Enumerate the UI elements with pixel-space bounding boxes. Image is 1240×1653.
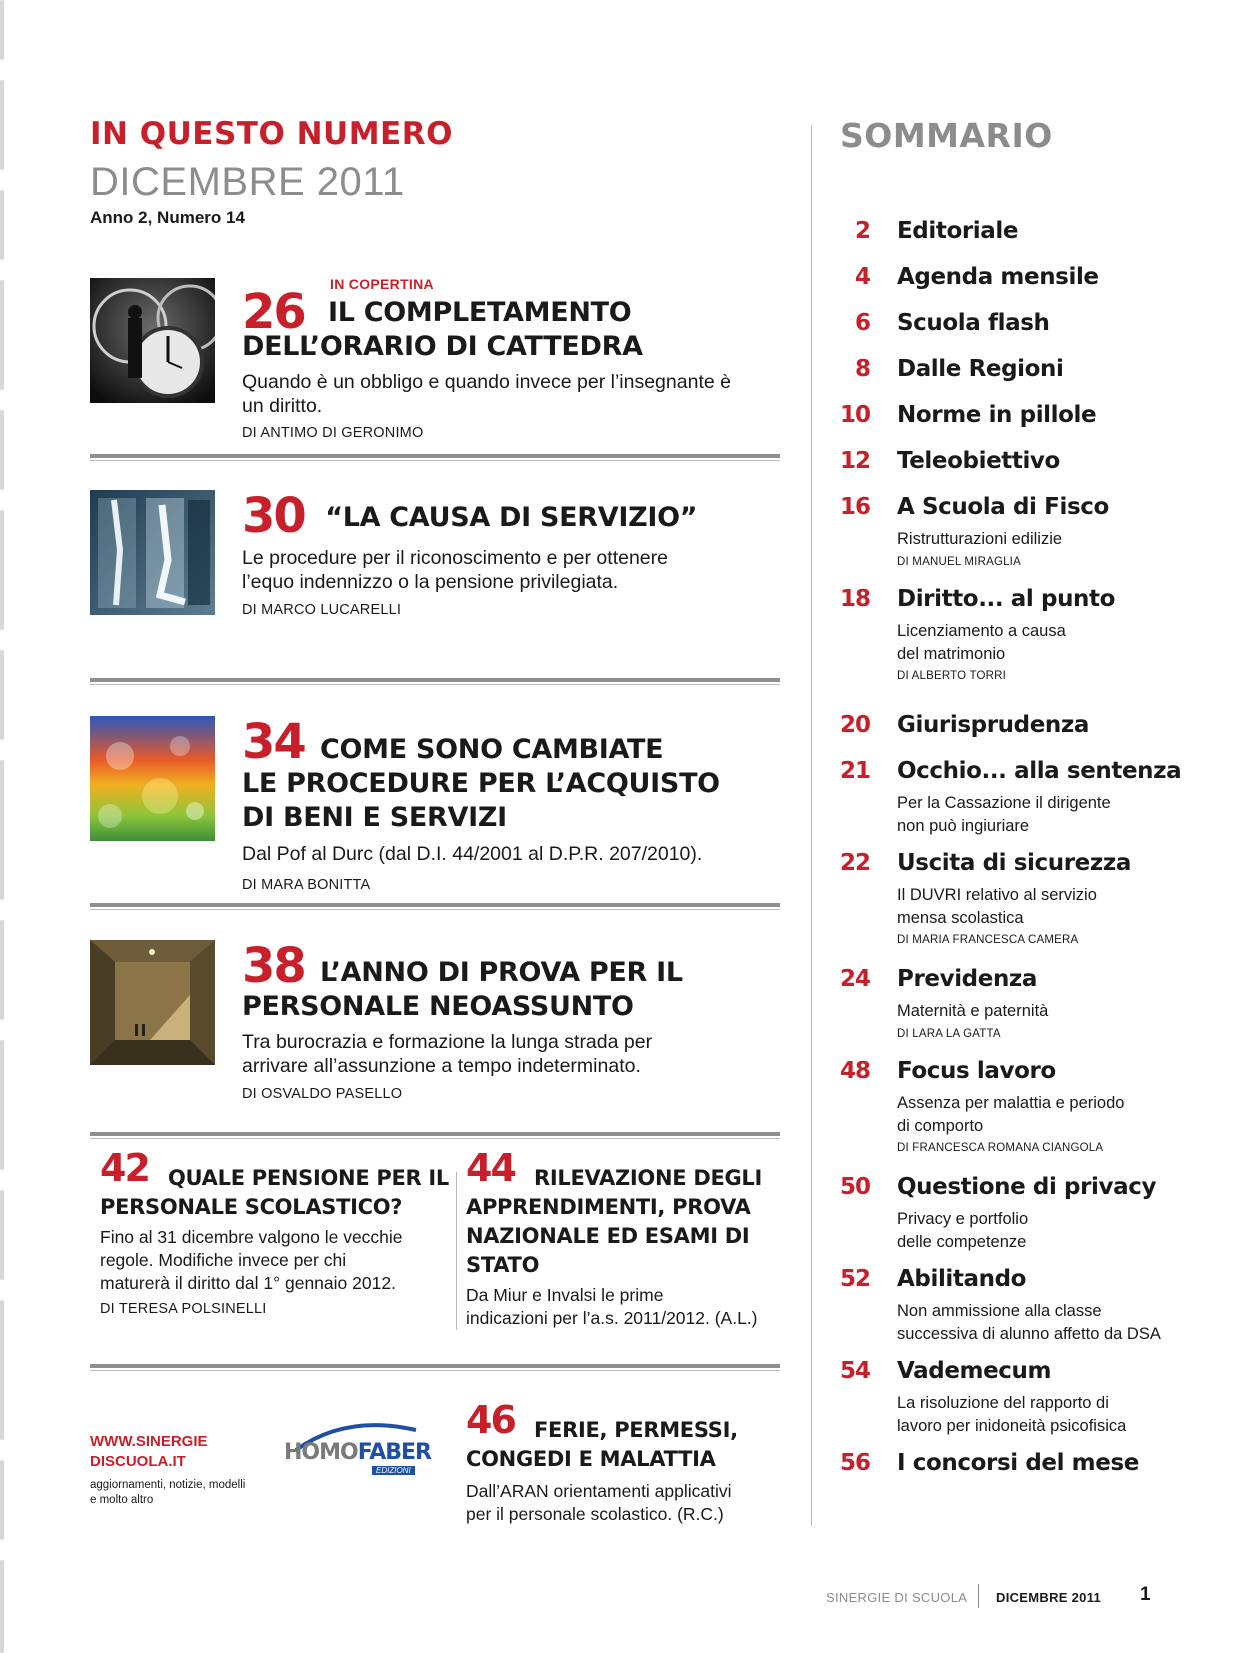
feature-description [242, 1030, 652, 1078]
desc-line: Quando è un obbligo e quando invece per l’insegnante è [242, 371, 731, 393]
footer-magazine: SINERGIE DI SCUOLA [826, 1590, 968, 1605]
article-page-number: 46 [466, 1398, 515, 1442]
footer-date: DICEMBRE 2011 [996, 1590, 1102, 1605]
homofaber-logo[interactable] [276, 1420, 436, 1480]
section-divider [90, 903, 780, 907]
sommario-item-title: Focus lavoro [897, 1058, 1056, 1084]
sommario-item-subtitle: mensa scolastica [897, 909, 1024, 927]
sommario-item-title: Vademecum [897, 1358, 1052, 1384]
sommario-item-subtitle: lavoro per inidoneità psicofisica [897, 1417, 1127, 1435]
article-description [466, 1284, 786, 1330]
tagline-line: aggiornamenti, notizie, modelli [90, 1479, 246, 1491]
feature-title-line: DI BENI E SERVIZI [242, 802, 507, 833]
sommario-page-number: 24 [839, 966, 870, 992]
room-image[interactable] [90, 940, 215, 1065]
sommario-page-number: 50 [839, 1174, 870, 1200]
article-author: DI TERESA POLSINELLI [100, 1301, 267, 1317]
article-title-line: FERIE, PERMESSI, [534, 1418, 738, 1442]
feature-title[interactable] [242, 733, 720, 835]
sommario-item-title: Uscita di sicurezza [897, 850, 1131, 876]
sommario-page-number: 56 [839, 1450, 870, 1476]
feature-title[interactable] [242, 296, 643, 364]
article-description [100, 1226, 450, 1295]
feature-description [242, 546, 668, 594]
desc-line: regole. Modifiche invece per chi [100, 1250, 347, 1270]
sommario-page-number: 4 [854, 264, 870, 290]
sommario-item-subtitle: del matrimonio [897, 645, 1006, 663]
xray-image[interactable] [90, 490, 215, 615]
sommario-page-number: 21 [839, 758, 870, 784]
page-number: 1 [1140, 1584, 1151, 1605]
desc-line: per il personale scolastico. (R.C.) [466, 1504, 724, 1524]
sommario-page-number: 52 [839, 1266, 870, 1292]
section-label: IN QUESTO NUMERO [90, 116, 453, 152]
article-44[interactable] [466, 1146, 786, 1330]
feature-author: DI OSVALDO PASELLO [242, 1086, 403, 1102]
article-title-line: PERSONALE SCOLASTICO? [100, 1195, 403, 1219]
article-title-line: CONGEDI E MALATTIA [466, 1447, 716, 1471]
sommario-item-title: Giurisprudenza [897, 712, 1089, 738]
sommario-item-title: Dalle Regioni [897, 356, 1064, 382]
sommario-page-number: 6 [854, 310, 870, 336]
section-divider [90, 1132, 780, 1136]
sommario-item-title: Questione di privacy [897, 1174, 1157, 1200]
logo-text-faber: FABER [357, 1440, 431, 1465]
url-line: DISCUOLA.IT [90, 1453, 186, 1470]
website-tagline [90, 1478, 245, 1508]
article-description [466, 1480, 786, 1526]
sommario-item-subtitle: Maternità e paternità [897, 1002, 1049, 1020]
sommario-item-subtitle: Assenza per malattia e periodo [897, 1094, 1125, 1112]
section-divider [90, 678, 780, 682]
article-title-line: QUALE PENSIONE PER IL [168, 1166, 449, 1190]
sommario-item-author: DI LARA LA GATTA [897, 1028, 1001, 1040]
logo-text-homo: HOMO [284, 1440, 358, 1465]
article-page-number: 44 [466, 1146, 515, 1190]
feature-title-line: IL COMPLETAMENTO [328, 297, 632, 328]
article-title-line: APPRENDIMENTI, PROVA [466, 1195, 751, 1219]
desc-line: arrivare all’assunzione a tempo indeterminato. [242, 1055, 641, 1077]
sommario-page-number: 20 [839, 712, 870, 738]
feature-page-number: 34 [242, 714, 305, 770]
sommario-title: SOMMARIO [840, 116, 1053, 155]
sommario-item-author: DI MARIA FRANCESCA CAMERA [897, 934, 1079, 946]
desc-line: Fino al 31 dicembre valgono le vecchie [100, 1227, 403, 1247]
sommario-item-title: I concorsi del mese [897, 1450, 1139, 1476]
desc-line: l’equo indennizzo o la pensione privilegiata. [242, 571, 619, 593]
sommario-page-number: 10 [839, 402, 870, 428]
sommario-item-subtitle: Privacy e portfolio [897, 1210, 1029, 1228]
feature-title: “LA CAUSA DI SERVIZIO” [325, 502, 698, 533]
feature-title-line: COME SONO CAMBIATE [320, 734, 664, 765]
sommario-page-number: 12 [839, 448, 870, 474]
sommario-item-title: Editoriale [897, 218, 1019, 244]
sommario-item-subtitle: Per la Cassazione il dirigente [897, 794, 1111, 812]
sommario-item-subtitle: non può ingiuriare [897, 817, 1030, 835]
sommario-item-title: Scuola flash [897, 310, 1050, 336]
sommario-page-number: 54 [839, 1358, 870, 1384]
url-line: WWW.SINERGIE [90, 1433, 208, 1450]
sommario-item-title: Agenda mensile [897, 264, 1099, 290]
sommario-item-subtitle: Licenziamento a causa [897, 622, 1066, 640]
feature-author: DI MARA BONITTA [242, 877, 371, 893]
feature-title-line: DELL’ORARIO DI CATTEDRA [242, 331, 643, 362]
tagline-line: e molto altro [90, 1494, 154, 1506]
website-link[interactable] [90, 1432, 208, 1472]
article-title-line: RILEVAZIONE DEGLI [534, 1166, 763, 1190]
desc-line: Dall’ARAN orientamenti applicativi [466, 1481, 732, 1501]
feature-title[interactable] [242, 956, 683, 1024]
feature-page-number: 38 [242, 938, 305, 994]
sommario-item-subtitle: Ristrutturazioni edilizie [897, 530, 1063, 548]
sommario-item-subtitle: successiva di alunno affetto da DSA [897, 1325, 1161, 1343]
section-divider [90, 454, 780, 458]
feature-author: DI ANTIMO DI GERONIMO [242, 425, 424, 441]
article-title-line: NAZIONALE ED ESAMI DI STATO [466, 1224, 750, 1277]
issue-number: Anno 2, Numero 14 [90, 208, 245, 227]
sommario-item-title: Occhio... alla sentenza [897, 758, 1182, 784]
binding-edge [0, 0, 6, 1653]
feature-title-line: LE PROCEDURE PER L’ACQUISTO [242, 768, 720, 799]
sommario-item-title: Norme in pillole [897, 402, 1097, 428]
sommario-page-number: 18 [839, 586, 870, 612]
sommario-item-subtitle: La risoluzione del rapporto di [897, 1394, 1109, 1412]
sommario-page-number: 2 [854, 218, 870, 244]
column-divider [456, 1172, 457, 1330]
desc-line: Le procedure per il riconoscimento e per ottenere [242, 547, 668, 569]
sommario-item-subtitle: di comporto [897, 1117, 984, 1135]
feature-title-line: L’ANNO DI PROVA PER IL [320, 957, 683, 988]
sommario-item-title: Previdenza [897, 966, 1038, 992]
sommario-item-subtitle: delle competenze [897, 1233, 1027, 1251]
sommario-item-subtitle: Non ammissione alla classe [897, 1302, 1102, 1320]
article-page-number: 42 [100, 1146, 149, 1190]
footer-separator [978, 1584, 979, 1608]
feature-page-number: 26 [242, 284, 305, 340]
bokeh-image[interactable] [90, 716, 215, 841]
cover-clock-image[interactable] [90, 278, 215, 403]
sommario-item-author: DI FRANCESCA ROMANA CIANGOLA [897, 1142, 1104, 1154]
sommario-item-subtitle: Il DUVRI relativo al servizio [897, 886, 1097, 904]
sommario-divider [811, 126, 812, 1526]
sommario-page-number: 8 [854, 356, 870, 382]
feature-author: DI MARCO LUCARELLI [242, 602, 402, 618]
desc-line: maturerà il diritto dal 1° gennaio 2012. [100, 1273, 396, 1293]
article-42[interactable] [100, 1146, 450, 1317]
sommario-item-title: Abilitando [897, 1266, 1027, 1292]
desc-line: Da Miur e Invalsi le prime [466, 1285, 664, 1305]
feature-page-number: 30 [242, 488, 305, 544]
sommario-page-number: 22 [839, 850, 870, 876]
cover-kicker: IN COPERTINA [330, 276, 434, 292]
sommario-item-author: DI MANUEL MIRAGLIA [897, 556, 1021, 568]
feature-description [242, 370, 731, 418]
desc-line: Tra burocrazia e formazione la lunga strada per [242, 1031, 653, 1053]
sommario-page-number: 16 [839, 494, 870, 520]
sommario-item-author: DI ALBERTO TORRI [897, 670, 1007, 682]
desc-line: indicazioni per l’a.s. 2011/2012. (A.L.) [466, 1308, 758, 1328]
feature-title-line: PERSONALE NEOASSUNTO [242, 991, 634, 1022]
section-divider [90, 1364, 780, 1368]
desc-line: un diritto. [242, 395, 323, 417]
sommario-item-title: Diritto... al punto [897, 586, 1116, 612]
issue-date: DICEMBRE 2011 [90, 160, 405, 204]
article-46[interactable] [466, 1398, 786, 1526]
sommario-item-title: A Scuola di Fisco [897, 494, 1109, 520]
feature-description: Dal Pof al Durc (dal D.I. 44/2001 al D.P.R. 207/2010). [242, 843, 703, 865]
logo-text-edizioni: EDIZIONI [372, 1466, 415, 1475]
sommario-item-title: Teleobiettivo [897, 448, 1060, 474]
feature-heading[interactable] [242, 488, 698, 544]
sommario-page-number: 48 [839, 1058, 870, 1084]
